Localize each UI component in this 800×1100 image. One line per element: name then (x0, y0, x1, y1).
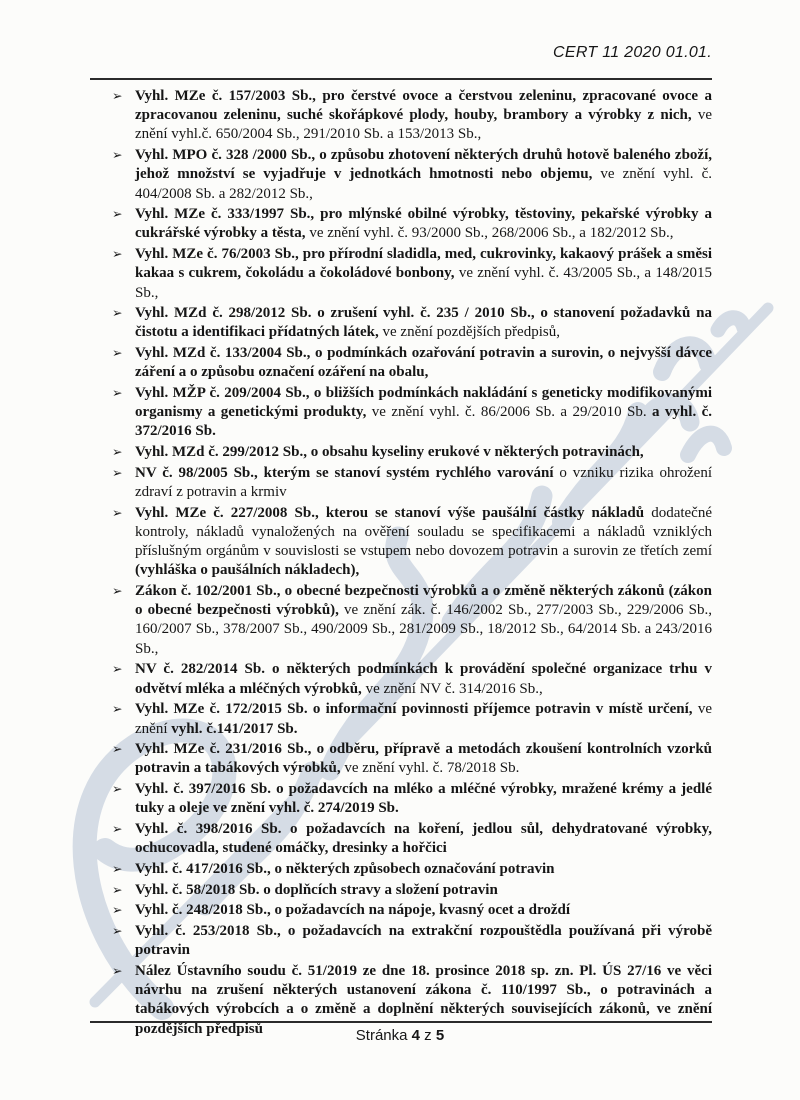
arrow-bullet-icon: ➢ (112, 306, 123, 321)
reference-text-segment: Vyhl. MZe č. 157/2003 Sb., pro čerstvé ovoce a čerstvou zeleninu, zpracované ovoce a zpracovanou zeleninu, suché skořápkové plody, houby, brambory a výrobky z nich, (135, 88, 712, 124)
legal-reference-item (112, 344, 712, 382)
reference-text-segment: dodatečné kontroly, nákladů vynaložených na ověření souladu se specifikacemi a nákladů vzniklých příslušným orgánům v souvislosti se vstupem nebo dovozem potravin a surovin ze třetích zemí (135, 504, 712, 560)
reference-text (135, 881, 712, 900)
reference-text-segment: ve znění vyhl. č. 78/2018 Sb. (344, 760, 520, 777)
reference-text-segment: (vyhláška o paušálních nákladech), (135, 562, 360, 579)
legal-reference-item (112, 146, 712, 204)
reference-text (135, 582, 712, 659)
footer-text-part: Stránka (355, 1027, 412, 1044)
reference-text-segment: ve znění vyhl. č. 43/2005 Sb., a 148/2015 Sb., (135, 265, 712, 301)
footer-rule (90, 1021, 712, 1023)
reference-text (135, 700, 712, 738)
reference-text-segment: ve znění vyhl.č. 650/2004 Sb., 291/2010 Sb. a 153/2013 Sb., (135, 107, 712, 143)
reference-text-segment: ve znění vyhl. č. 404/2008 Sb. a 282/2012 Sb., (135, 166, 712, 202)
arrow-bullet-icon: ➢ (112, 822, 123, 837)
arrow-bullet-icon: ➢ (112, 386, 123, 401)
reference-text (135, 384, 712, 442)
reference-text-segment: Vyhl. MŽP č. 209/2004 Sb., o bližších podmínkách nakládání s geneticky modifikovanými organismy a genetickými produkty, (135, 385, 712, 421)
reference-text (135, 922, 712, 960)
arrow-bullet-icon: ➢ (112, 861, 123, 876)
legal-reference-item (112, 582, 712, 659)
reference-text (135, 344, 712, 382)
reference-text (135, 660, 712, 698)
arrow-bullet-icon: ➢ (112, 89, 123, 103)
page-footer-label (0, 1027, 800, 1044)
reference-text-segment: ve znění zák. č. 146/2002 Sb., 277/2003 Sb., 229/2006 Sb., 160/2007 Sb., 378/2007 Sb., 490/2009 Sb., 281/2009 Sb., 18/2012 Sb., 64/2014 Sb. a 243/2016 Sb., (135, 602, 712, 657)
arrow-bullet-icon: ➢ (112, 702, 123, 717)
reference-text (135, 304, 712, 342)
reference-text (135, 820, 712, 858)
reference-text-segment: ve znění vyhl. č. 93/2000 Sb., 268/2006 Sb., a 182/2012 Sb., (309, 225, 674, 242)
legal-reference-item (112, 87, 712, 145)
legal-reference-list (112, 87, 712, 1040)
reference-text-segment: Vyhl. MZe č. 172/2015 Sb. o informační povinnosti příjemce potravin v místě určení, (135, 701, 698, 718)
arrow-bullet-icon: ➢ (112, 924, 123, 939)
reference-text (135, 740, 712, 778)
reference-text (135, 443, 712, 462)
legal-reference-item (112, 922, 712, 960)
footer-text-part: 4 (411, 1027, 421, 1044)
arrow-bullet-icon: ➢ (112, 584, 123, 599)
reference-text-segment: Vyhl. č. 398/2016 Sb. o požadavcích na koření, jedlou sůl, dehydratované výrobky, ochucovadla, studené omáčky, dresinky a hořčici (135, 821, 712, 857)
reference-text (135, 504, 712, 581)
arrow-bullet-icon: ➢ (112, 963, 123, 978)
reference-text-segment: Vyhl. č. 253/2018 Sb., o požadavcích na extrakční rozpouštědla používaná při výrobě potravin (135, 923, 712, 959)
reference-text-segment: ve znění vyhl. č. 86/2006 Sb. a 29/2010 Sb. (371, 404, 653, 421)
reference-text-segment: Vyhl. MZe č. 227/2008 Sb., kterou se stanoví výše paušální částky nákladů (135, 504, 652, 521)
arrow-bullet-icon: ➢ (112, 782, 123, 797)
reference-text-segment: Vyhl. č. 248/2018 Sb., o požadavcích na nápoje, kvasný ocet a droždí (135, 902, 571, 919)
arrow-bullet-icon: ➢ (112, 445, 123, 460)
legal-reference-item (112, 780, 712, 818)
reference-text-segment: Vyhl. č. 58/2018 Sb. o doplňcích stravy a složení potravin (135, 881, 498, 898)
reference-text-segment: ve znění pozdějších předpisů, (382, 324, 560, 341)
reference-text-segment: NV č. 282/2014 Sb. o některých podmínkách k provádění společné organizace trhu v odvětví mléka a mléčných výrobků, (135, 661, 712, 697)
legal-reference-item (112, 304, 712, 342)
legal-reference-item (112, 700, 712, 738)
reference-text-segment: Vyhl. MZe č. 76/2003 Sb., pro přírodní sladidla, med, cukrovinky, kakaový prášek a směsi kakaa s cukrem, čokoládu a čokoládové bonbony, (135, 246, 712, 282)
reference-text-segment: o vzniku rizika ohrožení zdraví z potravin a krmiv (135, 464, 712, 501)
arrow-bullet-icon: ➢ (112, 148, 123, 163)
footer-text-part: 5 (435, 1027, 445, 1044)
legal-reference-item (112, 901, 712, 920)
reference-text-segment: Vyhl. č. 417/2016 Sb., o některých způsobech označování potravin (135, 860, 555, 877)
arrow-bullet-icon: ➢ (112, 505, 123, 520)
reference-text-segment: Vyhl. č. 397/2016 Sb. o požadavcích na mléko a mléčné výrobky, mražené krémy a jedlé tuky a oleje ve znění vyhl. č. 274/2019 Sb. (135, 781, 712, 817)
reference-text-segment: Vyhl. MZd č. 299/2012 Sb., o obsahu kyseliny erukové v některých potravinách, (135, 444, 644, 461)
reference-text-segment: Vyhl. MZd č. 298/2012 Sb. o zrušení vyhl. č. 235 / 2010 Sb., o stanovení požadavků na čistotu a identifikaci přídatných látek, (135, 305, 712, 341)
legal-reference-item (112, 384, 712, 442)
legal-reference-item (112, 881, 712, 900)
arrow-bullet-icon: ➢ (112, 247, 123, 262)
reference-text (135, 901, 712, 920)
legal-reference-item (112, 504, 712, 581)
reference-text-segment: vyhl. č.141/2017 Sb. (171, 720, 298, 737)
arrow-bullet-icon: ➢ (112, 882, 123, 897)
reference-text (135, 464, 712, 502)
arrow-bullet-icon: ➢ (112, 903, 123, 918)
legal-reference-item (112, 820, 712, 858)
legal-reference-item (112, 205, 712, 243)
reference-text (135, 860, 712, 879)
reference-text-segment: Vyhl. MZd č. 133/2004 Sb., o podmínkách ozařování potravin a surovin, o nejvyšší dávce záření a o způsobu označení ozáření na obalu, (135, 345, 712, 381)
arrow-bullet-icon: ➢ (112, 465, 123, 480)
reference-text-segment: Vyhl. MZe č. 333/1997 Sb., pro mlýnské obilné výrobky, těstoviny, pekařské výrobky a cukrářské výrobky a těsta, (135, 206, 712, 242)
arrow-bullet-icon: ➢ (112, 207, 123, 222)
document-code: CERT 11 2020 01.01. (553, 44, 712, 61)
reference-text-segment: Nález Ústavního soudu č. 51/2019 ze dne 18. prosince 2018 sp. zn. Pl. ÚS 27/16 ve věci návrhu na zrušení některých ustanovení zákona č. 110/1997 Sb., o potravinách a tabákových výrobcích a o změně a doplnění některých souvisejících zákonů, ve znění pozdějších předpisů (135, 962, 712, 1037)
reference-text-segment: Vyhl. MPO č. 328 /2000 Sb., o způsobu zhotovení některých druhů hotově baleného zboží, jehož množství se vyjadřuje v jednotkách hmotnosti nebo objemu, (135, 147, 712, 183)
reference-text (135, 146, 712, 204)
arrow-bullet-icon: ➢ (112, 662, 123, 677)
reference-text-segment: Zákon č. 102/2001 Sb., o obecné bezpečnosti výrobků a o změně některých zákonů (zákon o obecné bezpečnosti výrobků), (135, 583, 712, 619)
reference-text-segment: a vyhl. č. 372/2016 Sb. (135, 404, 713, 440)
arrow-bullet-icon: ➢ (112, 742, 123, 757)
legal-reference-item (112, 443, 712, 462)
reference-text (135, 245, 712, 303)
reference-text (135, 780, 712, 818)
legal-reference-item (112, 245, 712, 303)
legal-reference-item (112, 464, 712, 502)
legal-reference-item (112, 860, 712, 879)
legal-reference-item (112, 660, 712, 698)
reference-text-segment: ve znění (135, 701, 712, 737)
header-rule (90, 78, 712, 80)
reference-text-segment: Vyhl. MZe č. 231/2016 Sb., o odběru, přípravě a metodách zkoušení kontrolních vzorků potravin a tabákových výrobků, (135, 741, 712, 777)
reference-text (135, 205, 712, 243)
reference-text-segment: NV č. 98/2005 Sb., kterým se stanoví systém rychlého varování (135, 464, 560, 481)
reference-text-segment: ve znění NV č. 314/2016 Sb., (365, 680, 543, 697)
footer-text-part: z (420, 1027, 436, 1044)
arrow-bullet-icon: ➢ (112, 346, 123, 361)
legal-reference-item (112, 740, 712, 778)
reference-text (135, 87, 712, 145)
